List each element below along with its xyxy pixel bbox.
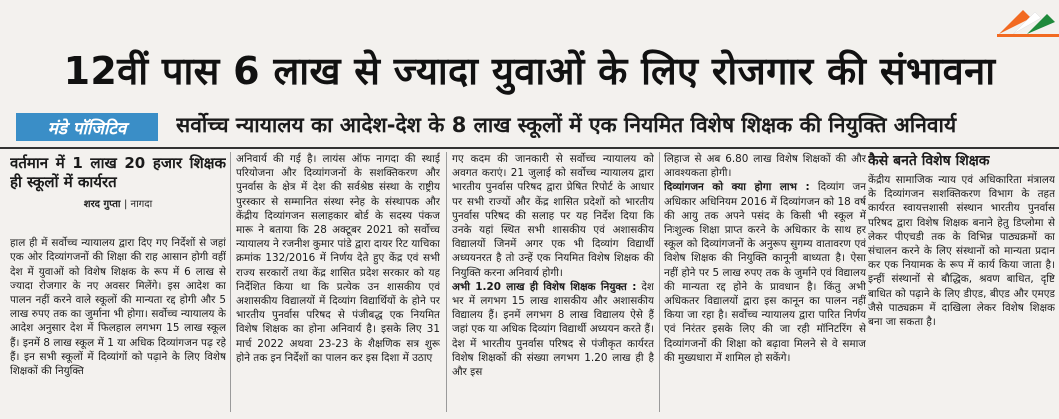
byline-city: | नागदा (123, 199, 153, 210)
tricolor-swoosh-logo (939, 0, 1059, 40)
column-4 (664, 152, 866, 412)
column-3-subhead: अभी 1.20 लाख ही विशेष शिक्षक नियुक्त : (452, 280, 637, 293)
column-separator (230, 152, 231, 412)
headline: 12वीं पास 6 लाख से ज्यादा युवाओं के लिए रोजगार की संभावना (63, 49, 996, 93)
subheadline: सर्वोच्च न्यायालय का आदेश-देश के 8 लाख स्कूलों में एक नियमित विशेष शिक्षक की नियुक्ति अनिवार्य (176, 113, 957, 137)
column-3-body-2: देश भर में लगभग 15 लाख शासकीय और अशासकीय विद्यालय हैं। इनमें लगभग 8 लाख विद्यालय ऐसे हैं जहां एक या अधिक दिव्यांग विद्यार्थी अध्ययन करते हैं। देश में भारतीय पुनर्वास परिषद से पंजीकृत कार्यरत विशेष शिक्षकों की संख्या लगभग 1.20 लाख ही है और इस (452, 280, 654, 379)
column-1-heading: वर्तमान में 1 लाख 20 हजार शिक्षक ही स्कूलों में कार्यरत (10, 154, 226, 191)
column-separator (659, 152, 660, 412)
column-3-subsection (452, 280, 654, 379)
column-2 (236, 152, 440, 412)
column-4-body-2: दिव्यांग जन अधिकार अधिनियम 2016 में दिव्यांगजन को 18 वर्ष की आयु तक अपने पसंद के किसी भी स्कूल में निःशुल्क शिक्षा प्राप्त करने के अधिकार के साथ हर स्कूल को दिव्यांगजनों के अनुरूप सुगम्य वातावरण एवं विशेष शिक्षक की नियुक्ति कानूनी बाध्यता है। ऐसा नहीं होने पर 5 लाख रुपए तक के जुर्माने एवं विद्यालय की मान्यता रद्द होने के प्रावधान है। किंतु अभी अधिकतर विद्यालयों द्वारा इस कानून का पालन नहीं किया जा रहा है। सर्वोच्च न्यायालय द्वारा पारित निर्णय एवं निरंतर इसके लिए की जा रही मॉनिटरिंग से दिव्यांगजनों की शिक्षा को बढ़ावा मिलने से वे समाज की मुख्यधारा में शामिल हो सकेंगे। (664, 181, 866, 364)
column-5-body: केंद्रीय सामाजिक न्याय एवं अधिकारिता मंत्रालय के दिव्यांगजन सशक्तिकरण विभाग के तहत कार्यरत स्वायत्तशासी संस्थान भारतीय पुनर्वास परिषद द्वारा विशेष शिक्षक बनाने हेतु डिप्लोमा से लेकर पीएचडी तक के विभिन्न पाठ्यक्रमों का संचालन करने के लिए संस्थानों को मान्यता प्रदान कर एक नियामक के रूप में कार्य किया जाता है। इन्हीं संस्थानों से बौद्धिक, श्रवण बाधित, दृष्टि बाधित को पढ़ाने के लिए डीएड, बीएड और एमएड जैसे पाठ्यक्रम में दाखिला लेकर विशेष शिक्षक बना जा सकता है। (868, 174, 1055, 329)
byline (10, 198, 226, 212)
column-4-subsection (664, 180, 866, 365)
column-tag: मंडे पॉजिटिव (16, 113, 158, 141)
column-4-subhead: दिव्यांगजन को क्या होगा लाभ : (664, 181, 810, 194)
column-1 (10, 152, 226, 412)
column-5-heading: कैसे बनते विशेष शिक्षक (868, 153, 990, 169)
column-3-body-1: गए कदम की जानकारी से सर्वोच्च न्यायालय को अवगत कराएं। 21 जुलाई को सर्वोच्च न्यायालय द्वारा भारतीय पुनर्वास परिषद द्वारा प्रेषित रिपोर्ट के आधार पर सभी राज्यों और केंद्र शासित प्रदेशों को भारतीय पुनर्वास परिषद की सलाह पर यह निर्देश दिया कि उनके यहां स्थित सभी शासकीय एवं अशासकीय विद्यालयों जिनमें अगर एक भी दिव्यांग विद्यार्थी अध्ययनरत है तो उन्हें एक नियमित विशेष शिक्षक की नियुक्ति करना अनिवार्य होगी। (452, 153, 654, 279)
column-2-body: अनिवार्य की गई है। लायंस ऑफ नागदा की स्थाई परियोजना और दिव्यांगजनों के सशक्तिकरण और पुनर्वास के क्षेत्र में देश की सर्वश्रेष्ठ संस्था के राष्ट्रीय पुरस्कार से सम्मानित संस्था स्नेह के संस्थापक और केंद्रीय दिव्यांगजन सलाहकार बोर्ड के सदस्य पंकज मारू ने बताया कि 28 अक्टूबर 2021 को सर्वोच्च न्यायालय ने रजनीश कुमार पांडे द्वारा दायर रिट याचिका क्रमांक 132/2016 में निर्णय देते हुए केंद्र एवं सभी राज्य सरकारों तथा केंद्र शासित प्रदेश सरकार को यह निर्देशित किया था कि प्रत्येक उन शासकीय एवं अशासकीय विद्यालयों में दिव्यांग विद्यार्थियों के होने पर भारतीय पुनर्वास परिषद से पंजीबद्ध एक नियमित विशेष शिक्षक का होना अनिवार्य है। इसके लिए 31 मार्च 2022 अथवा 23-23 के शैक्षणिक सत्र शुरू होने तक इन निर्देशों का पालन कर इस दिशा में उठाए (236, 153, 440, 364)
column-4-body-1: लिहाज से अब 6.80 लाख विशेष शिक्षकों की और आवश्यकता होगी। (664, 153, 866, 180)
column-separator (446, 152, 447, 412)
column-1-body: हाल ही में सर्वोच्च न्यायालय द्वारा दिए गए निर्देशों से जहां एक ओर दिव्यांगजनों की शिक्षा की राह आसान होगी वहीं देश में युवाओं को विशेष शिक्षक के रूप में 6 लाख से ज्यादा रोजगार के नए अवसर मिलेंगे। इस आदेश का पालन नहीं करने वाले स्कूलों की मान्यता रद्द होगी और 5 लाख रुपए तक का जुर्माना भी होगा। सर्वोच्च न्यायालय के आदेश अनुसार देश में फिलहाल लगभग 15 लाख स्कूल हैं। इनमें 8 लाख स्कूल में 1 या अधिक दिव्यांगजन पढ़ रहे हैं। इन सभी स्कूलों में दिव्यांगों को पढ़ाने के लिए विशेष शिक्षकों की नियुक्ति (10, 237, 226, 378)
strap (16, 113, 1056, 147)
column-3 (452, 152, 654, 412)
divider-rule (0, 147, 1059, 149)
byline-name: शरद गुप्ता (83, 199, 121, 210)
column-5 (868, 152, 1055, 412)
